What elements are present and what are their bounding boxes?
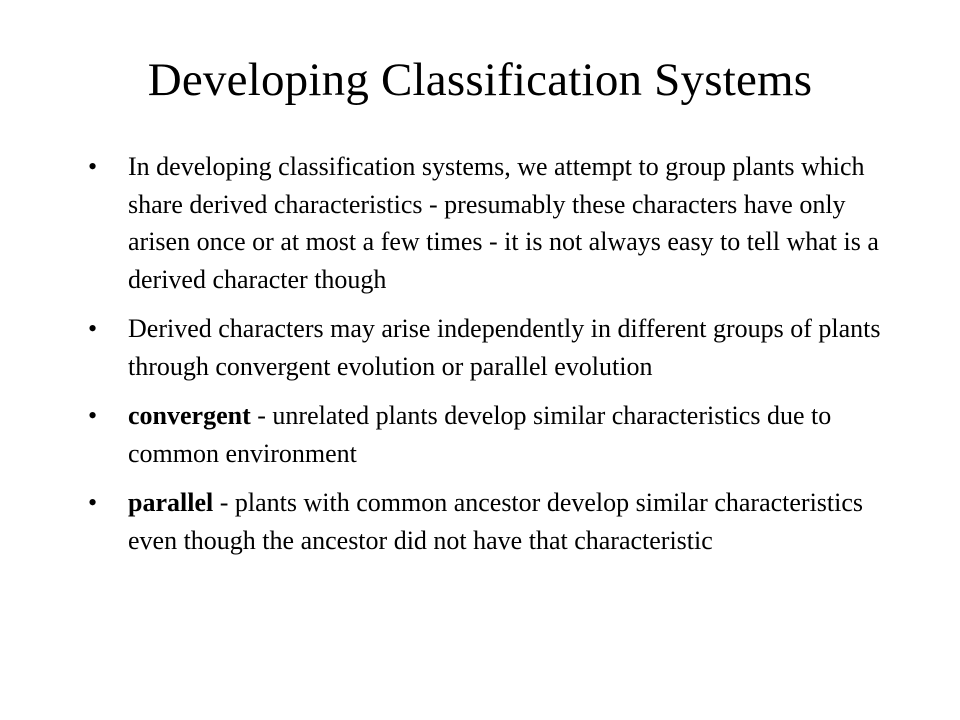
- bullet-text: Derived characters may arise independently in different groups of plants through convergent evolution or parallel evolution: [128, 314, 881, 381]
- bullet-text: - unrelated plants develop similar characteristics due to common environment: [128, 401, 832, 468]
- bullet-icon: •: [88, 152, 98, 181]
- bullet-icon: •: [88, 314, 98, 343]
- bullet-icon: •: [88, 488, 98, 517]
- bullet-item: [82, 310, 882, 385]
- bullet-list: [82, 148, 882, 571]
- bullet-icon: •: [88, 401, 98, 430]
- slide-title: Developing Classification Systems: [147, 54, 813, 106]
- bullet-term: parallel: [128, 488, 214, 517]
- bullet-item: [82, 148, 882, 298]
- bullet-text: In developing classification systems, we attempt to group plants which share derived characteristics - presumably these characters have only arisen once or at most a few times - it is not always easy to tell what is a derived character though: [128, 152, 879, 294]
- bullet-item: [82, 484, 882, 559]
- bullet-text: - plants with common ancestor develop similar characteristics even though the ancestor did not have that characteristic: [128, 488, 864, 555]
- bullet-item: [82, 397, 882, 472]
- bullet-term: convergent: [128, 401, 251, 430]
